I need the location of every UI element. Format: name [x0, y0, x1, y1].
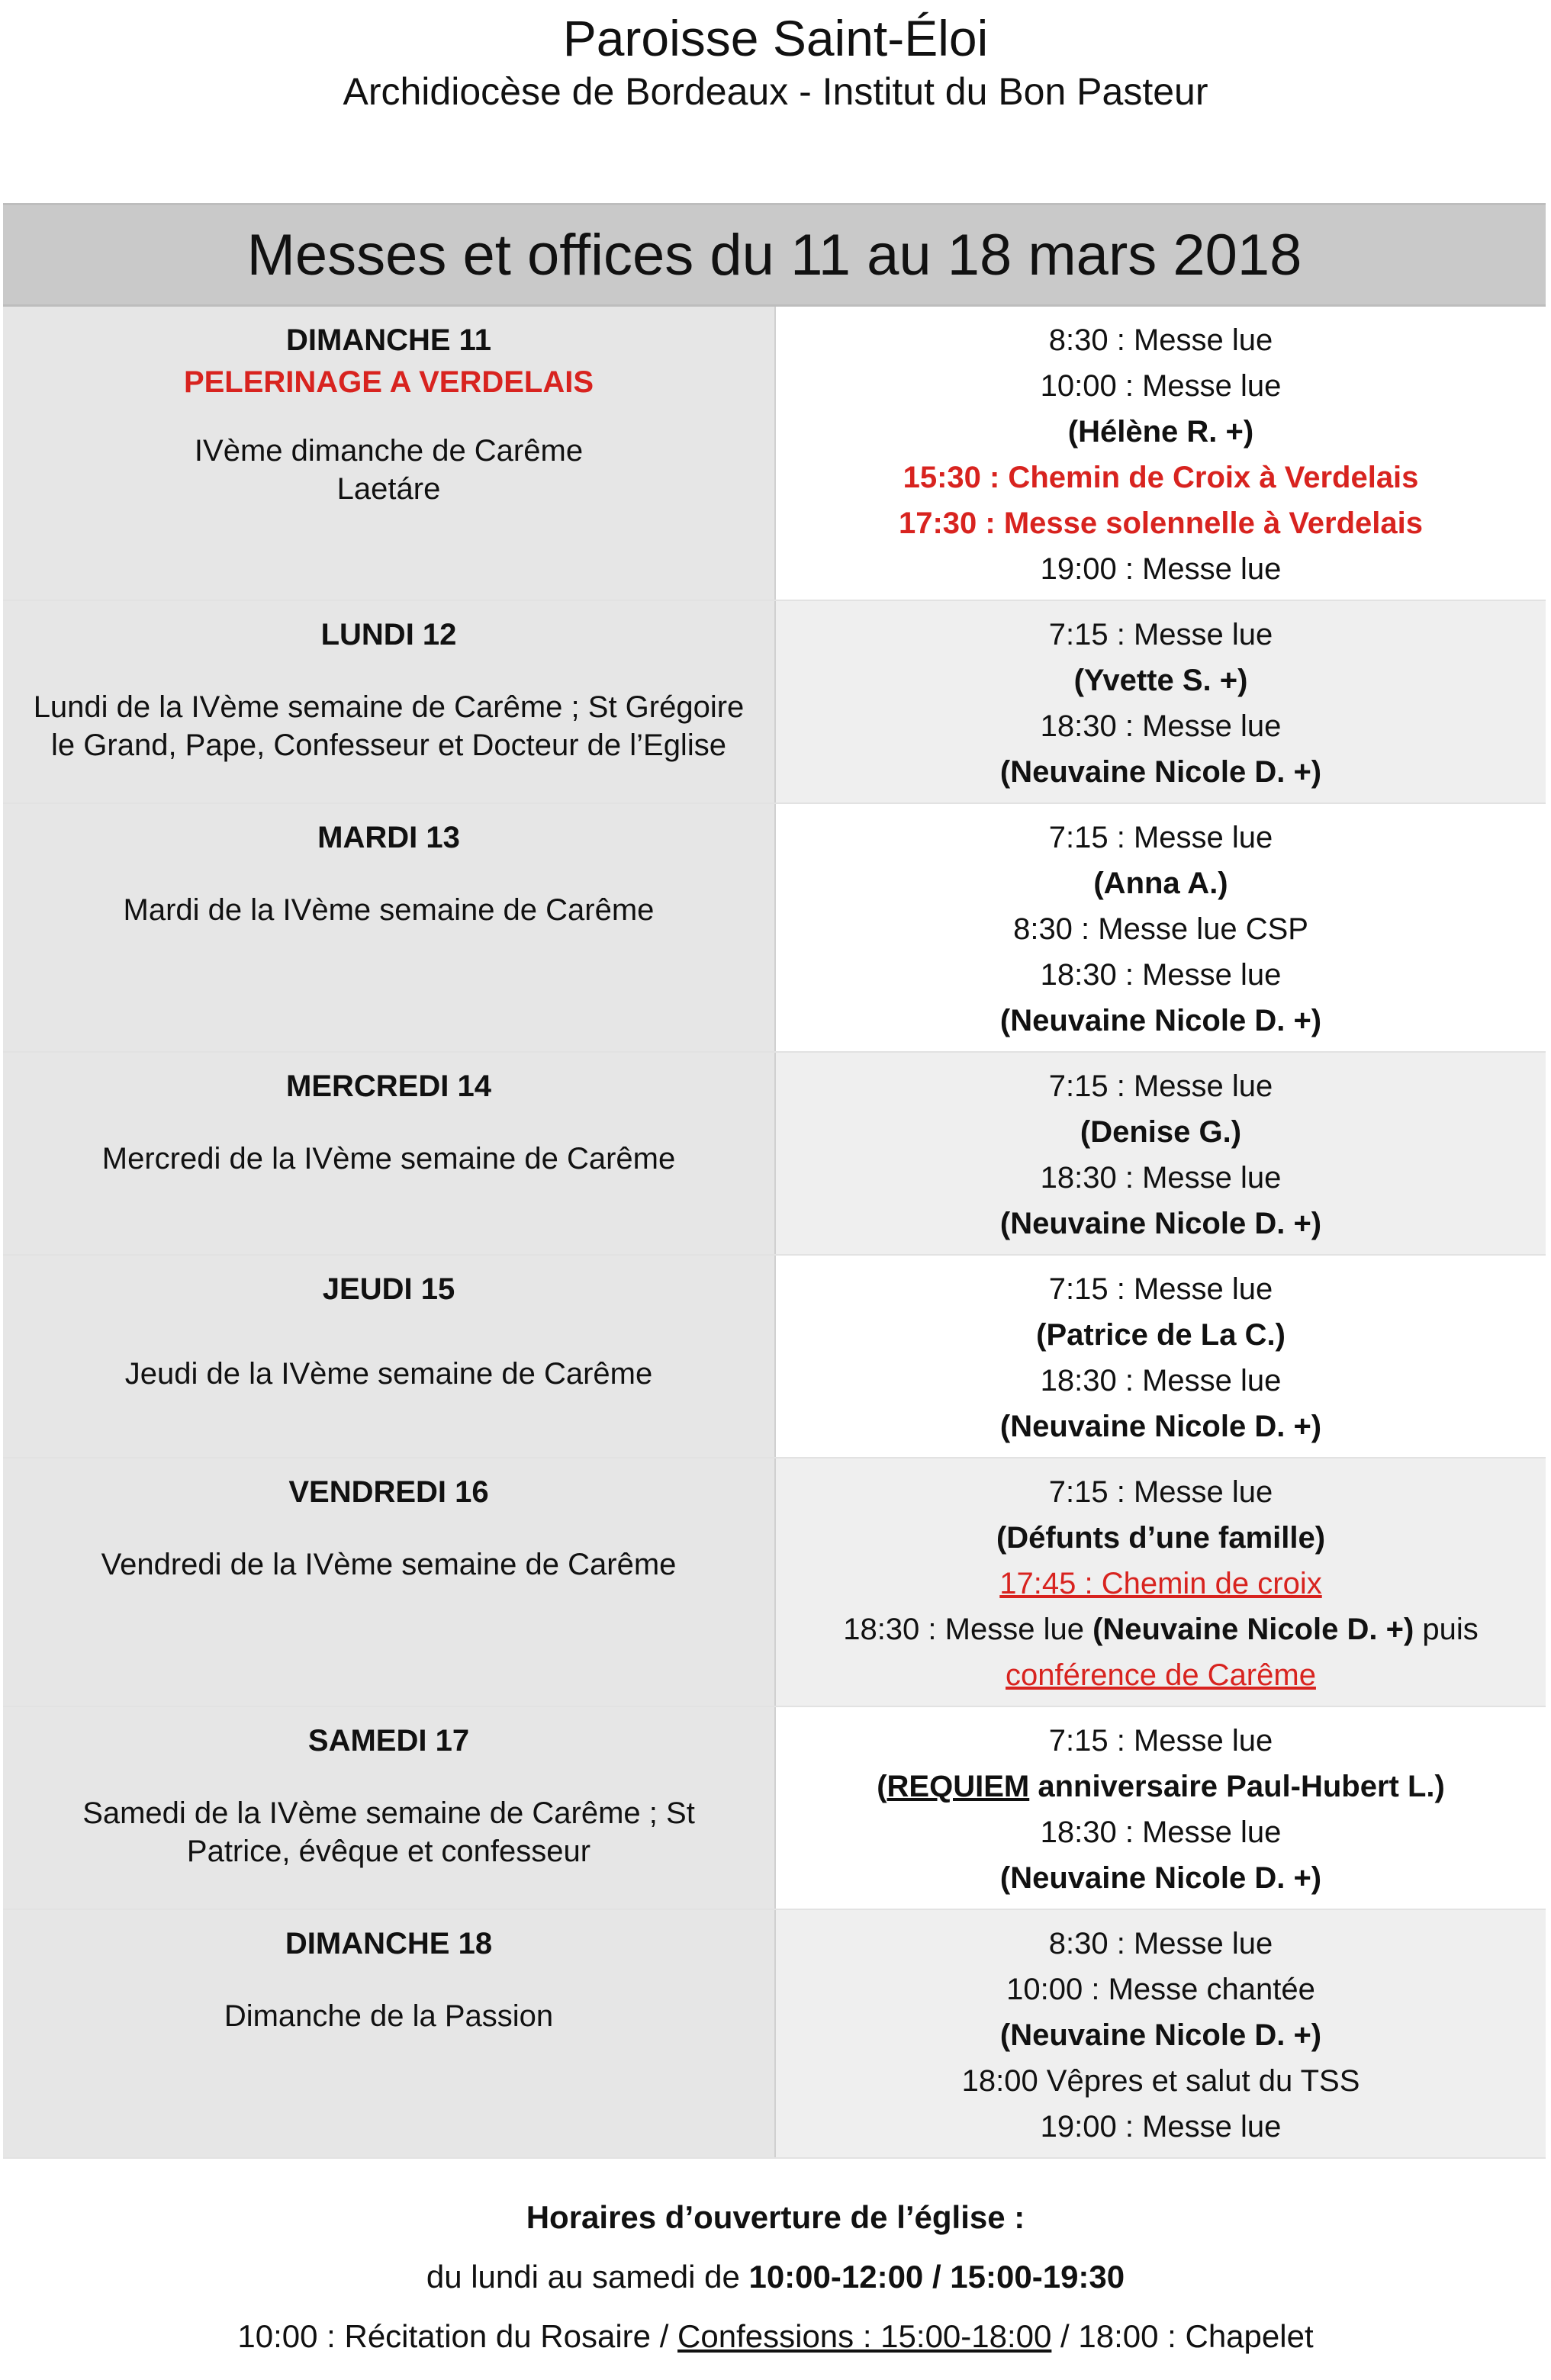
mass-line: 18:30 : Messe lue	[1040, 1816, 1282, 1849]
day-name: DIMANCHE 11	[286, 323, 491, 357]
mass-cell	[775, 1909, 1546, 2158]
mass-line: 10:00 : Messe lue	[1040, 369, 1282, 403]
mass-intention: (Défunts d’une famille)	[996, 1521, 1326, 1555]
mass-line: 18:30 : Messe lue	[1040, 1161, 1282, 1195]
mass-line-highlight: 15:30 : Chemin de Croix à Verdelais	[903, 461, 1419, 494]
diocese-name: Archidiocèse de Bordeaux - Institut du Bon Pasteur	[343, 70, 1208, 113]
chaplet-text: / 18:00 : Chapelet	[1051, 2318, 1314, 2354]
mass-intention: (Neuvaine Nicole D. +)	[999, 1410, 1322, 1443]
liturgy-line: Samedi de la IVème semaine de Carême ; St	[82, 1796, 695, 1830]
table-row	[3, 1458, 1546, 1706]
mass-cell	[775, 803, 1546, 1052]
requiem-intention	[784, 1764, 1538, 1809]
mass-line: 7:15 : Messe lue	[1048, 618, 1273, 651]
requiem-word: REQUIEM	[887, 1770, 1030, 1803]
mass-intention: (Anna A.)	[1093, 867, 1228, 900]
mass-line: 7:15 : Messe lue	[1048, 821, 1273, 854]
mass-line-combined	[784, 1606, 1538, 1652]
mass-cell	[775, 306, 1546, 601]
spacer	[11, 1515, 767, 1545]
day-cell	[3, 1255, 775, 1458]
mass-line: 18:30 : Messe lue	[1040, 1364, 1282, 1397]
spacer	[11, 1312, 767, 1355]
spacer	[11, 401, 767, 432]
mass-line: 7:15 : Messe lue	[1048, 1724, 1273, 1758]
table-row	[3, 1255, 1546, 1458]
liturgy-line: Mardi de la IVème semaine de Carême	[123, 893, 655, 927]
mass-intention: (Neuvaine Nicole D. +)	[999, 755, 1322, 789]
day-name: DIMANCHE 18	[285, 1927, 493, 1960]
mass-cell	[775, 1706, 1546, 1909]
day-cell	[3, 1909, 775, 2158]
day-cell	[3, 600, 775, 803]
stations-of-cross-link[interactable]: 17:45 : Chemin de croix	[999, 1567, 1322, 1600]
spacer	[11, 1109, 767, 1140]
mass-line: 19:00 : Messe lue	[1040, 552, 1282, 586]
mass-intention: (Neuvaine Nicole D. +)	[999, 1207, 1322, 1240]
page-header	[0, 0, 1551, 114]
liturgy-line: Vendredi de la IVème semaine de Carême	[101, 1548, 677, 1581]
liturgy-line: Jeudi de la IVème semaine de Carême	[124, 1357, 653, 1391]
confessions-link[interactable]: Confessions : 15:00-18:00	[677, 2318, 1052, 2354]
day-name: VENDREDI 16	[288, 1475, 489, 1509]
mass-line: 18:30 : Messe lue	[1040, 709, 1282, 743]
day-name: SAMEDI 17	[307, 1724, 470, 1758]
day-cell	[3, 803, 775, 1052]
liturgy-line: Laetáre	[336, 472, 441, 506]
mass-intention: (Neuvaine Nicole D. +)	[999, 2018, 1322, 2052]
day-name: LUNDI 12	[320, 618, 457, 651]
table-row	[3, 803, 1546, 1052]
mass-line: 8:30 : Messe lue CSP	[1013, 912, 1308, 946]
day-cell	[3, 1052, 775, 1255]
liturgy-line: le Grand, Pape, Confesseur et Docteur de l’Eglise	[51, 728, 726, 762]
table-row	[3, 1706, 1546, 1909]
pilgrimage-label: PELERINAGE A VERDELAIS	[183, 365, 594, 399]
spacer	[11, 1764, 767, 1794]
opening-hours	[0, 2188, 1551, 2366]
mass-intention: (Denise G.)	[1080, 1115, 1242, 1149]
mass-line-highlight: 17:30 : Messe solennelle à Verdelais	[898, 507, 1424, 540]
mass-cell	[775, 1458, 1546, 1706]
paren-open: (	[877, 1770, 887, 1803]
liturgy-line: Dimanche de la Passion	[224, 1999, 554, 2033]
day-cell	[3, 306, 775, 601]
mass-line: 7:15 : Messe lue	[1048, 1069, 1273, 1103]
table-row	[3, 306, 1546, 601]
day-name: JEUDI 15	[322, 1272, 455, 1306]
spacer	[11, 860, 767, 891]
day-name: MERCREDI 14	[286, 1069, 491, 1103]
hours-value: 10:00-12:00 / 15:00-19:30	[748, 2259, 1125, 2295]
table-row	[3, 1909, 1546, 2158]
requiem-rest: anniversaire Paul-Hubert L.)	[1029, 1770, 1445, 1803]
spacer	[11, 1967, 767, 1997]
mass-suffix: puis	[1414, 1613, 1479, 1646]
mass-cell	[775, 1052, 1546, 1255]
table-row	[3, 600, 1546, 803]
mass-line: 19:00 : Messe lue	[1040, 2110, 1282, 2144]
mass-time: 18:30 : Messe lue	[843, 1613, 1093, 1646]
parish-name: Paroisse Saint-Éloi	[562, 10, 989, 66]
day-cell	[3, 1706, 775, 1909]
mass-cell	[775, 600, 1546, 803]
mass-line: 7:15 : Messe lue	[1048, 1272, 1273, 1306]
mass-intention: (Neuvaine Nicole D. +)	[1092, 1613, 1414, 1646]
lent-conference-link[interactable]: conférence de Carême	[1006, 1658, 1316, 1692]
schedule-title-row	[3, 204, 1546, 306]
mass-line: 7:15 : Messe lue	[1048, 1475, 1273, 1509]
liturgy-line: Mercredi de la IVème semaine de Carême	[101, 1142, 676, 1176]
mass-cell	[775, 1255, 1546, 1458]
hours-prefix: du lundi au samedi de	[426, 2259, 749, 2295]
mass-line: 8:30 : Messe lue	[1048, 323, 1273, 357]
opening-hours-line	[0, 2247, 1551, 2307]
opening-hours-title: Horaires d’ouverture de l’église :	[526, 2199, 1025, 2235]
activities-line	[0, 2307, 1551, 2366]
table-row	[3, 1052, 1546, 1255]
schedule-title: Messes et offices du 11 au 18 mars 2018	[3, 204, 1546, 306]
mass-line: 18:00 Vêpres et salut du TSS	[961, 2064, 1360, 2098]
day-cell	[3, 1458, 775, 1706]
mass-intention: (Yvette S. +)	[1073, 664, 1248, 697]
day-name: MARDI 13	[317, 821, 460, 854]
mass-intention: (Hélène R. +)	[1067, 415, 1254, 449]
mass-line: 18:30 : Messe lue	[1040, 958, 1282, 992]
spacer	[11, 658, 767, 688]
mass-line: 10:00 : Messe chantée	[1006, 1973, 1315, 2006]
liturgy-line: Lundi de la IVème semaine de Carême ; St Grégoire	[33, 690, 745, 724]
rosary-text: 10:00 : Récitation du Rosaire /	[237, 2318, 678, 2354]
mass-intention: (Neuvaine Nicole D. +)	[999, 1861, 1322, 1895]
mass-intention: (Patrice de La C.)	[1036, 1318, 1286, 1352]
mass-schedule-table	[3, 203, 1546, 2159]
mass-line: 8:30 : Messe lue	[1048, 1927, 1273, 1960]
liturgy-line: IVème dimanche de Carême	[194, 434, 584, 468]
mass-intention: (Neuvaine Nicole D. +)	[999, 1004, 1322, 1037]
liturgy-line: Patrice, évêque et confesseur	[186, 1835, 591, 1868]
